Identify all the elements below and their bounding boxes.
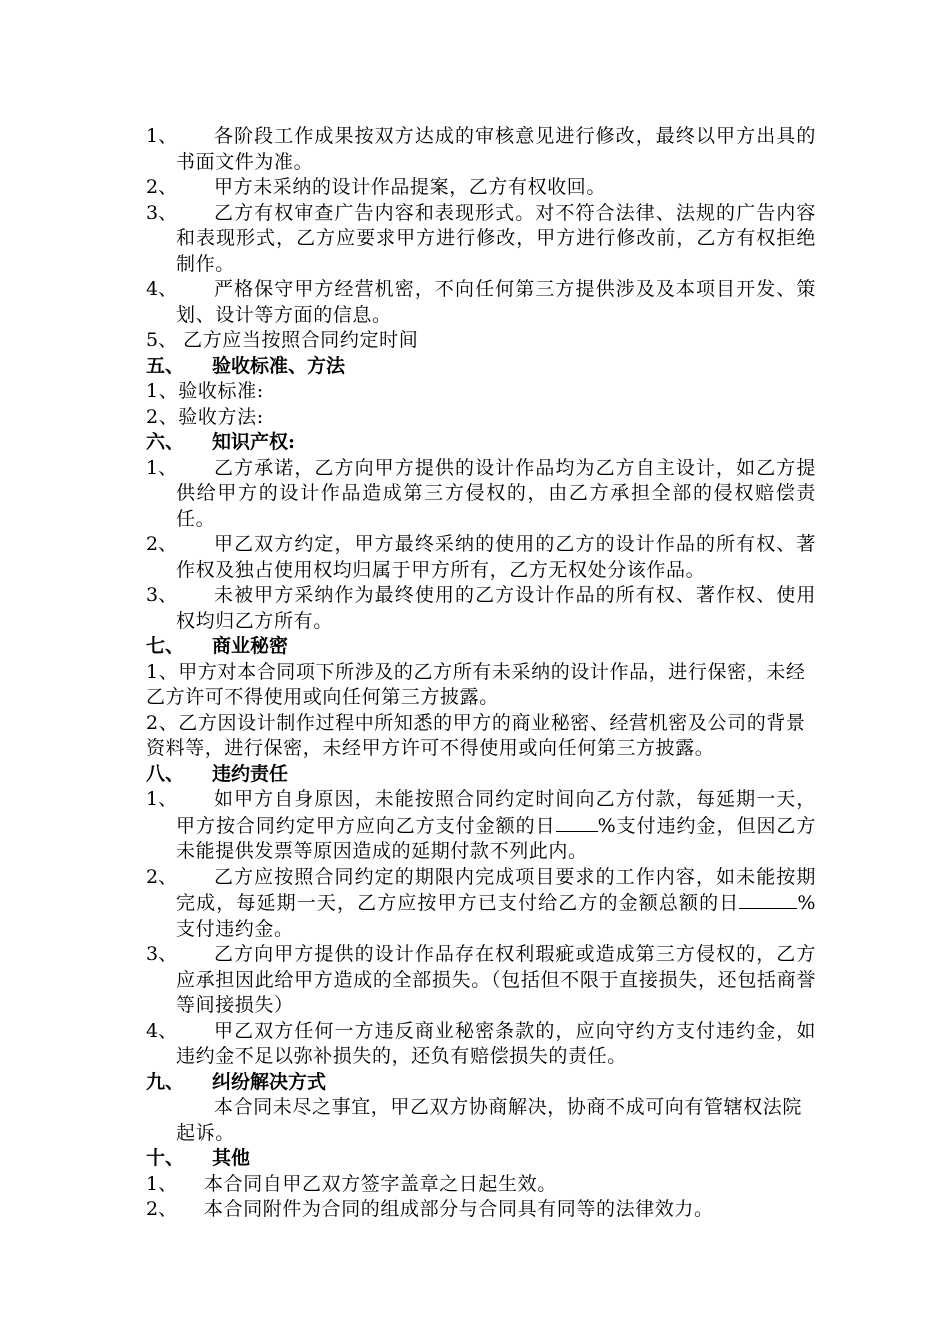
clause-text: 本合同附件为合同的组成部分与合同具有同等的法律效力。	[204, 1198, 714, 1220]
clause-text: 未被甲方采纳作为最终使用的乙方设计作品的所有权、著作权、使用权均归乙方所有。	[176, 584, 816, 632]
clause-4-1	[146, 124, 816, 175]
clause-number: 1、	[146, 1172, 178, 1195]
section-title: 违约责任	[212, 762, 289, 785]
clause-number: 1、	[146, 125, 178, 147]
clause-text	[176, 865, 816, 943]
clause-6-1	[146, 456, 816, 533]
clause-6-2	[146, 532, 816, 583]
clause-8-1	[146, 787, 816, 865]
clause-text: 乙方应当按照合同约定时间	[183, 329, 419, 351]
section-number: 六、	[146, 431, 185, 453]
clause-text: 本合同自甲乙双方签字盖章之日起生效。	[204, 1172, 557, 1195]
section-number: 十、	[146, 1147, 185, 1169]
section-title: 其他	[212, 1147, 251, 1169]
clause-number: 2、	[146, 865, 178, 888]
clause-number: 3、	[146, 584, 178, 606]
contract-body	[146, 124, 816, 1223]
clause-text: 乙方有权审查广告内容和表现形式。对不符合法律、法规的广告内容和表现形式，乙方应要求甲方进行修改，甲方进行修改前，乙方有权拒绝制作。	[176, 201, 816, 275]
clause-4-5	[146, 328, 816, 354]
clause-number: 4、	[146, 278, 178, 300]
section-number: 九、	[146, 1070, 185, 1093]
clause-text: 甲乙双方任何一方违反商业秘密条款的，应向守约方支付违约金，如违约金不足以弥补损失的，还负有赔偿损失的责任。	[176, 1019, 816, 1067]
clause-number: 4、	[146, 1019, 178, 1042]
section-title: 知识产权:	[212, 431, 296, 453]
secrecy-paragraph-1: 1、甲方对本合同项下所涉及的乙方所有未采纳的设计作品，进行保密，未经乙方许可不得使用或向任何第三方披露。	[146, 660, 806, 708]
clause-text-part: %支付违约金。	[176, 892, 816, 940]
clause-number: 2、	[146, 176, 178, 198]
clause-text-part: 乙方应按照合同约定的期限内完成项目要求的工作内容，如未能按期完成，每延期一天，乙方应按甲方已支付给乙方的金额总额的日	[176, 865, 816, 914]
clause-text: 严格保守甲方经营机密，不向任何第三方提供涉及及本项目开发、策划、设计等方面的信息。	[176, 278, 816, 326]
section-number: 七、	[146, 635, 185, 657]
clause-number: 1、	[146, 788, 178, 810]
clause-8-4	[146, 1019, 816, 1070]
secrecy-paragraph-2: 2、乙方因设计制作过程中所知悉的甲方的商业秘密、经营机密及公司的背景资料等，进行保密，未经甲方许可不得使用或向任何第三方披露。	[146, 711, 806, 759]
clause-8-3	[146, 942, 816, 1019]
clause-6-3	[146, 583, 816, 634]
section-heading-5	[146, 354, 816, 380]
clause-text	[176, 787, 816, 865]
clause-text-part: 如甲方自身原因，未能按照合同约定时间向乙方付款，每延期一天，甲方按合同约定甲方应向乙方支付金额的日	[176, 788, 816, 837]
acceptance-method: 2、验收方法:	[146, 405, 264, 428]
section-heading-6	[146, 430, 816, 456]
clause-text: 甲方未采纳的设计作品提案，乙方有权收回。	[214, 176, 607, 198]
clause-10-1	[146, 1172, 816, 1198]
clause-4-4	[146, 277, 816, 328]
clause-number: 3、	[146, 943, 178, 965]
fill-in-blank[interactable]	[739, 890, 797, 909]
section-number: 五、	[146, 354, 185, 377]
clause-number: 1、	[146, 456, 178, 479]
section-title: 验收标准、方法	[212, 354, 346, 377]
acceptance-standard: 1、验收标准:	[146, 380, 264, 402]
section-title: 纠纷解决方式	[212, 1070, 327, 1093]
clause-text: 各阶段工作成果按双方达成的审核意见进行修改，最终以甲方出具的书面文件为准。	[176, 125, 816, 173]
clause-text: 乙方承诺，乙方向甲方提供的设计作品均为乙方自主设计，如乙方提供给甲方的设计作品造成第三方侵权的，由乙方承担全部的侵权赔偿责任。	[176, 456, 816, 530]
section-heading-9	[146, 1070, 816, 1096]
section-number: 八、	[146, 762, 185, 785]
clause-text: 甲乙双方约定，甲方最终采纳的使用的乙方的设计作品的所有权、著作权及独占使用权均归属于甲方所有，乙方无权处分该作品。	[176, 533, 816, 581]
section-heading-8	[146, 762, 816, 788]
section-heading-10	[146, 1146, 816, 1172]
section-title: 商业秘密	[212, 635, 289, 657]
clause-text: 乙方向甲方提供的设计作品存在权利瑕疵或造成第三方侵权的，乙方应承担因此给甲方造成的全部损失。（包括但不限于直接损失，还包括商誉等间接损失）	[176, 943, 816, 1016]
clause-number: 2、	[146, 533, 178, 555]
clause-number: 2、	[146, 1198, 178, 1220]
clause-text-part: %支付违约金，但因乙方未能提供发票等原因造成的延期付款不列此内。	[176, 814, 817, 862]
section-heading-7	[146, 634, 816, 660]
dispute-paragraph: 本合同未尽之事宜，甲乙双方协商解决，协商不成可向有管辖权法院起诉。	[176, 1096, 803, 1144]
clause-10-2	[146, 1197, 816, 1223]
clause-number: 5、	[146, 329, 178, 351]
fill-in-blank[interactable]	[556, 813, 598, 832]
clause-number: 3、	[146, 201, 178, 224]
clause-4-2	[146, 175, 816, 201]
clause-8-2	[146, 865, 816, 943]
clause-4-3	[146, 201, 816, 278]
